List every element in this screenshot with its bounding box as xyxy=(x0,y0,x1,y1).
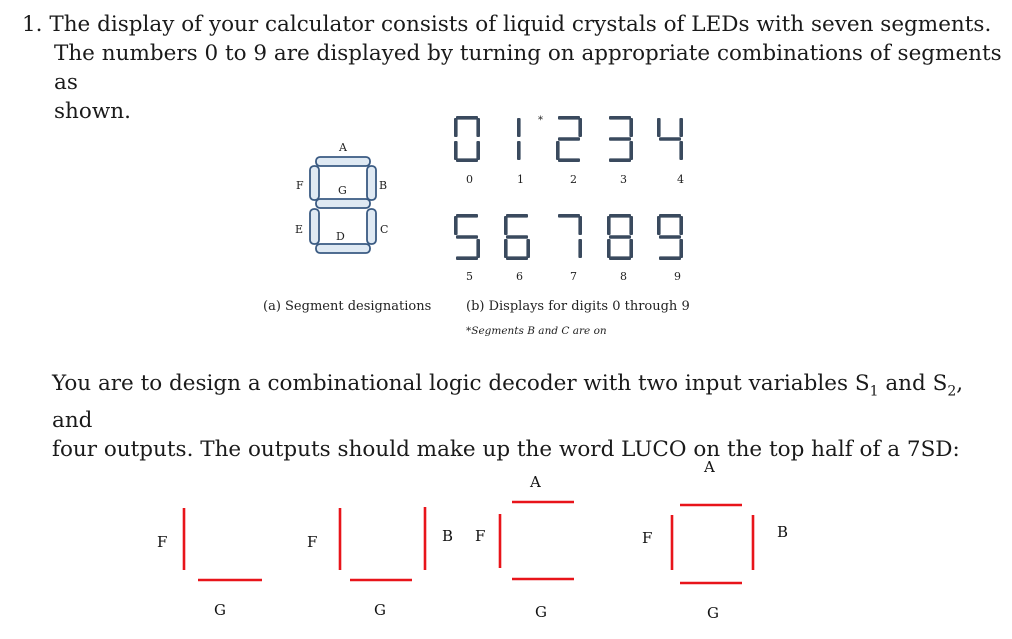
digit-9-segment-b xyxy=(679,216,683,235)
digit-0-segment-c xyxy=(476,141,480,160)
O-label-g: G xyxy=(707,604,719,622)
digit-1-segment-b xyxy=(517,118,521,137)
digit-0-segment-f xyxy=(454,118,458,137)
digit-8-segment-b xyxy=(629,216,633,235)
segment-g-shape xyxy=(316,199,370,208)
digit-9-segment-a xyxy=(659,214,681,218)
digit-5-segment-d xyxy=(456,256,478,260)
segment-f-shape xyxy=(310,166,319,200)
design-line-1b: and S xyxy=(878,371,948,396)
C-label-g: G xyxy=(535,603,547,621)
digit-2-segment-d xyxy=(558,158,580,162)
digit-label-4: 4 xyxy=(677,173,684,186)
digit-3-segment-a xyxy=(609,116,631,120)
digit-2-segment-b xyxy=(578,118,582,137)
digit-3-segment-c xyxy=(629,141,633,160)
digit-9-segment-c xyxy=(679,239,683,258)
digit-5-segment-c xyxy=(476,239,480,258)
label-c: C xyxy=(380,223,389,236)
O-label-a: A xyxy=(704,458,715,476)
luco-segments xyxy=(184,502,753,583)
digit-4-segment-b xyxy=(679,118,683,137)
O-label-f: F xyxy=(642,529,653,547)
caption-a: (a) Segment designations xyxy=(263,299,432,314)
U-label-g: G xyxy=(374,601,386,619)
digit-6-segment-f xyxy=(504,216,508,235)
intro-line-3: shown. xyxy=(54,99,131,124)
U-label-f: F xyxy=(307,533,318,551)
digit-8-segment-a xyxy=(609,214,631,218)
digit-6-segment-g xyxy=(506,235,528,239)
digit-8-segment-g xyxy=(609,235,631,239)
digit-6-segment-e xyxy=(504,239,508,258)
digit-5-segment-f xyxy=(454,216,458,235)
design-line-1c: , and xyxy=(52,371,964,434)
digit-6-segment-a xyxy=(506,214,528,218)
segment-b-shape xyxy=(367,166,376,200)
footnote: *Segments B and C are on xyxy=(466,325,607,337)
digit-8-segment-d xyxy=(609,256,631,260)
digit-8-segment-e xyxy=(607,239,611,258)
digit-label-3: 3 xyxy=(620,173,627,186)
digit-6-segment-d xyxy=(506,256,528,260)
label-g: G xyxy=(338,184,347,197)
segment-c-shape xyxy=(367,209,376,244)
digit-0-segment-b xyxy=(476,118,480,137)
digit-label-6: 6 xyxy=(516,270,523,283)
digit-label-9: 9 xyxy=(674,270,681,283)
digit-4-segment-c xyxy=(679,141,683,160)
digit-2-segment-e xyxy=(556,141,560,160)
digit-0-segment-d xyxy=(456,158,478,162)
digit-label-1: 1 xyxy=(517,173,524,186)
label-e: E xyxy=(295,223,304,236)
digit-9-segment-d xyxy=(659,256,681,260)
segment-e-shape xyxy=(310,209,319,244)
C-label-a: A xyxy=(530,473,541,491)
digit-label-8: 8 xyxy=(620,270,627,283)
digit-0-segment-e xyxy=(454,141,458,160)
digit-5-segment-g xyxy=(456,235,478,239)
digit-5-segment-a xyxy=(456,214,478,218)
intro-line-1: The display of your calculator consists of liquid crystals of LEDs with seven segments. xyxy=(49,12,992,37)
C-label-f: F xyxy=(475,527,486,545)
digit-7-segment-b xyxy=(578,216,582,235)
digit-1-segment-c xyxy=(517,141,521,160)
digit-7-segment-a xyxy=(558,214,580,218)
digit-label-5: 5 xyxy=(466,270,473,283)
caption-b: (b) Displays for digits 0 through 9 xyxy=(466,299,690,314)
subscript-2: 2 xyxy=(947,383,957,400)
design-line-2: four outputs. The outputs should make up the word LUCO on the top half of a 7SD: xyxy=(52,437,960,463)
digit-label-7: 7 xyxy=(570,270,577,283)
luco-labels xyxy=(157,458,788,622)
label-b: B xyxy=(379,179,388,192)
digit-label-0: 0 xyxy=(466,173,473,186)
digit-8-segment-f xyxy=(607,216,611,235)
digit-9-segment-g xyxy=(659,235,681,239)
O-label-b: B xyxy=(777,523,789,541)
problem-design-text xyxy=(52,369,1002,464)
segment-d-shape xyxy=(316,244,370,253)
digit-9-segment-f xyxy=(657,216,661,235)
digit-4-segment-f xyxy=(657,118,661,137)
L-label-g: G xyxy=(214,601,226,619)
digit-4-segment-g xyxy=(659,137,681,141)
digit-displays xyxy=(454,115,690,337)
label-d: D xyxy=(336,230,345,243)
U-label-b: B xyxy=(442,527,454,545)
L-label-f: F xyxy=(157,533,168,551)
label-a: A xyxy=(339,141,347,154)
design-line-1a: You are to design a combinational logic decoder with two input variables S xyxy=(52,371,870,396)
digit-6-segment-c xyxy=(526,239,530,258)
digit-2-segment-a xyxy=(558,116,580,120)
digit-0-segment-a xyxy=(456,116,478,120)
digit-7-segment-c xyxy=(578,239,582,258)
segment-a-shape xyxy=(316,157,370,166)
segment-designation-diagram xyxy=(263,141,431,314)
digit-label-2: 2 xyxy=(570,173,577,186)
digit-3-segment-g xyxy=(609,137,631,141)
problem-number: 1. xyxy=(22,12,43,37)
digit-3-segment-b xyxy=(629,118,633,137)
intro-line-2: The numbers 0 to 9 are displayed by turning on appropriate combinations of segments as xyxy=(54,41,1002,95)
star-mark: * xyxy=(538,115,543,126)
digit-2-segment-g xyxy=(558,137,580,141)
subscript-1: 1 xyxy=(869,383,879,400)
digit-8-segment-c xyxy=(629,239,633,258)
label-f: F xyxy=(296,179,304,192)
digit-3-segment-d xyxy=(609,158,631,162)
